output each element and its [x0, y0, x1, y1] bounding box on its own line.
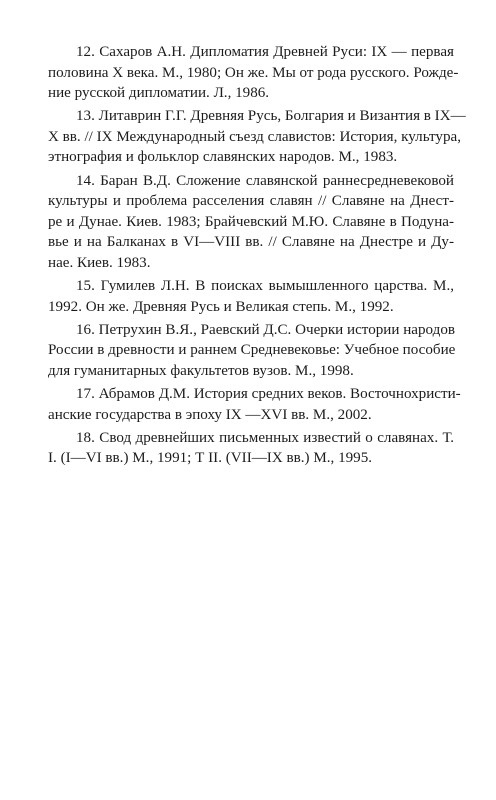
- entry-line: половина X века. М., 1980; Он же. Мы от рода русского. Рожде-: [48, 64, 459, 81]
- entry-line: этнография и фольклор славянских народов. М., 1983.: [48, 149, 398, 166]
- entry-line: нае. Киев. 1983.: [48, 254, 151, 271]
- bibliography-entry-12: [48, 42, 459, 104]
- bibliography-entry-15: [48, 276, 454, 317]
- entry-line: 17. Абрамов Д.М. История средних веков. Восточнохристи-: [76, 386, 461, 402]
- entry-line: 15. Гумилев Л.Н. В поисках вымышленного царства. М.,: [76, 278, 454, 295]
- bibliography-entry-13: [48, 106, 466, 168]
- bibliography-entry-18: [48, 428, 454, 469]
- bibliography-entry-17: [48, 384, 461, 425]
- entry-line: анские государства в эпоху IX —XVI вв. М., 2002.: [48, 406, 372, 423]
- entry-line: для гуманитарных факультетов вузов. М., 1998.: [48, 362, 354, 379]
- bibliography-list: [48, 42, 466, 471]
- bibliography-entry-16: [48, 320, 454, 382]
- bibliography-entry-14: [48, 171, 454, 274]
- entry-line: 13. Литаврин Г.Г. Древняя Русь, Болгария и Византия в IX—: [76, 108, 466, 125]
- entry-line: I. (I—VI вв.) М., 1991; Т II. (VII—IX вв.) М., 1995.: [48, 450, 373, 467]
- entry-line: культуры и проблема расселения славян // Славяне на Днест-: [48, 193, 454, 210]
- entry-line: ре и Дунае. Киев. 1983; Брайчевский М.Ю. Славяне в Подуна-: [48, 213, 454, 230]
- entry-line: 18. Свод древнейших письменных известий о славянах. Т.: [76, 429, 454, 446]
- entry-line: 12. Сахаров А.Н. Дипломатия Древней Руси: IX — первая: [76, 44, 454, 60]
- entry-line: X вв. // IX Международный съезд славистов: История, культура,: [48, 128, 461, 145]
- entry-line: 14. Баран В.Д. Сложение славянской раннесредневековой: [76, 172, 454, 189]
- entry-line: ние русской дипломатии. Л., 1986.: [48, 85, 270, 102]
- entry-line: 16. Петрухин В.Я., Раевский Д.С. Очерки истории народов: [76, 321, 456, 338]
- entry-line: 1992. Он же. Древняя Русь и Великая степь. М., 1992.: [48, 298, 394, 315]
- entry-line: вье и на Балканах в VI—VIII вв. // Славяне на Днестре и Ду-: [48, 234, 454, 251]
- entry-line: России в древности и раннем Средневековье: Учебное пособие: [48, 342, 456, 359]
